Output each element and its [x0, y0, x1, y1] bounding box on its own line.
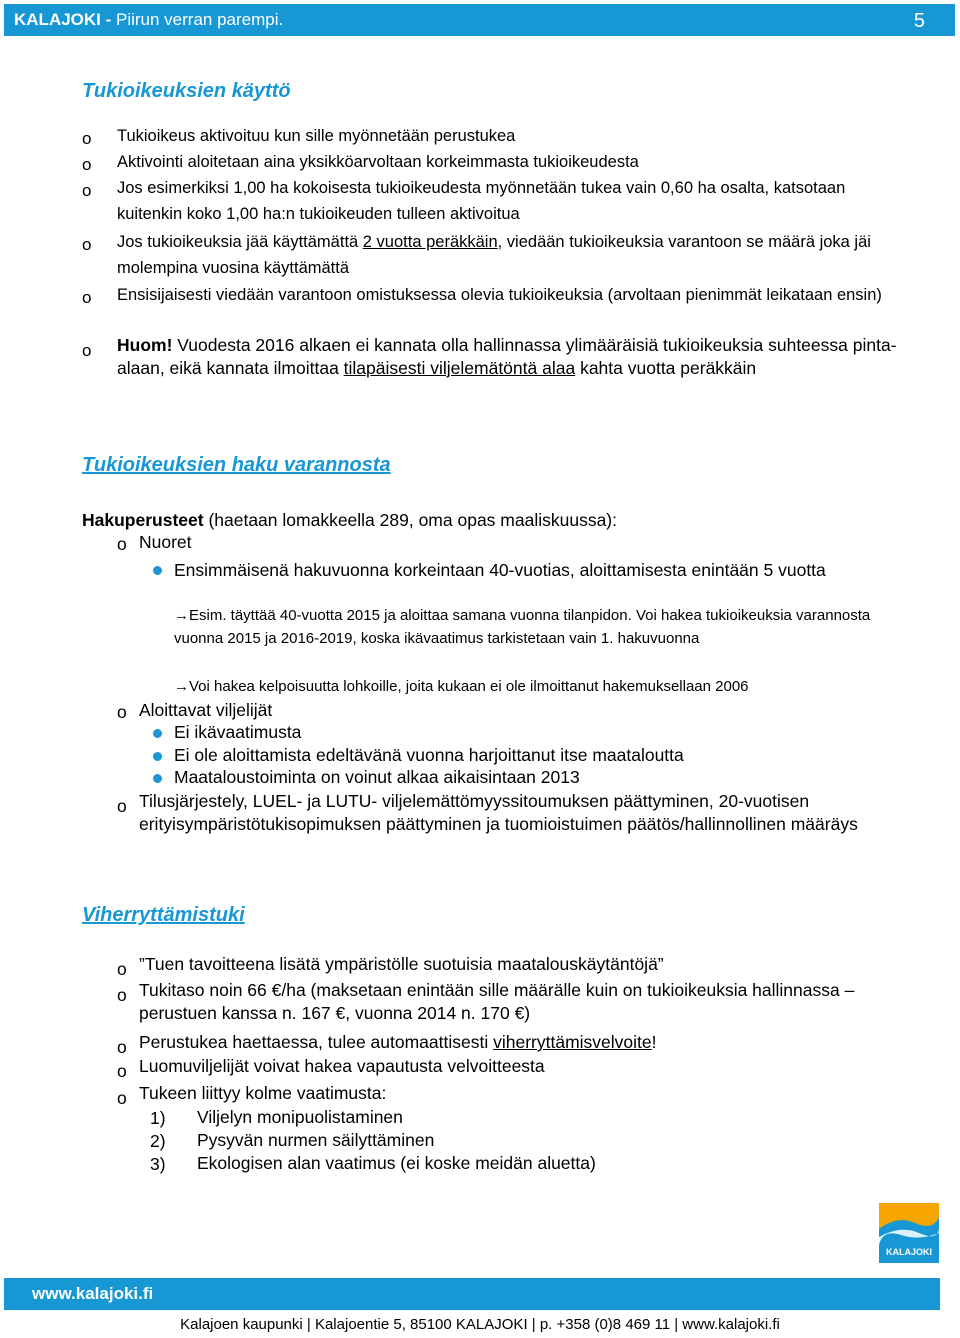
- huom-label: Huom!: [117, 335, 173, 355]
- heading-text: Tukioikeuksien haku varannosta: [82, 454, 391, 476]
- footer-bar: [4, 1278, 940, 1310]
- arrow-icon: →: [174, 607, 189, 624]
- bullet-dot: [153, 752, 162, 761]
- bullet-marker: o: [82, 288, 92, 307]
- bullet-marker: o: [117, 796, 127, 816]
- underlined-text: 2 vuotta peräkkäin: [362, 233, 498, 251]
- bullet-marker: o: [117, 985, 127, 1005]
- bullet-marker: o: [117, 534, 127, 554]
- note-text: Esim. täyttää 40-vuotta 2015 ja aloittaa samana vuonna tilanpidon. Voi hakea tukioikeuksia varannosta vuonna 2015 ja 2016-2019, koska ikävaatimus tarkistetaan vain 1. hakuvuonna: [174, 607, 871, 647]
- footer-website: www.kalajoki.fi: [32, 1284, 154, 1303]
- bullet-marker: o: [82, 181, 92, 200]
- list-item: Ensimmäisenä hakuvuonna korkeintaan 40-vuotias, aloittamisesta enintään 5 vuotta: [174, 560, 826, 580]
- group-label-nuoret: Nuoret: [139, 532, 192, 552]
- list-item: Maataloustoiminta on voinut alkaa aikaisintaan 2013: [174, 767, 580, 787]
- arrow-icon: →: [174, 678, 189, 695]
- kalajoki-logo: [879, 1203, 939, 1263]
- header-brand: [14, 10, 283, 30]
- logo-text: KALAJOKI: [885, 1247, 933, 1257]
- list-item: ”Tuen tavoitteena lisätä ympäristölle suotuisia maatalouskäytäntöjä”: [139, 954, 664, 974]
- list-item: Tukitaso noin 66 €/ha (maksetaan enintään sille määrälle kuin on tukioikeuksia hallinnassa – perustuen kanssa n. 167 €, vuonna 2014 n. 170 €): [139, 980, 855, 1023]
- section-heading-tukioikeuksien-kaytto: Tukioikeuksien käyttö: [82, 80, 291, 102]
- requirement-item: Pysyvän nurmen säilyttäminen: [197, 1130, 435, 1150]
- bullet-marker: o: [117, 1037, 127, 1057]
- text-run: Vuodesta 2016 alkaen ei kannata olla hallinnassa ylimääräisiä tukioikeuksia suhteessa pinta-alaan, eikä kannata ilmoittaa: [117, 335, 897, 378]
- bullet-marker: o: [82, 341, 92, 360]
- bullet-marker: o: [82, 129, 92, 148]
- list-item: Tukioikeus aktivoituu kun sille myönnetään perustukea: [117, 127, 516, 145]
- bullet-marker: o: [117, 702, 127, 722]
- bullet-dot: [153, 566, 162, 575]
- note-text: Voi hakea kelpoisuutta lohkoille, joita kukaan ei ole ilmoittanut hakemuksellaan 2006: [189, 678, 749, 695]
- list-number: 3): [150, 1154, 166, 1174]
- section-heading-viherryttamistuki: [82, 904, 245, 927]
- header-bar: [4, 4, 955, 36]
- bullet-marker: o: [117, 959, 127, 979]
- bullet-marker: o: [82, 235, 92, 254]
- list-item: Tukeen liittyy kolme vaatimusta:: [139, 1083, 387, 1103]
- bullet-marker: o: [82, 155, 92, 174]
- text-run: , viedään tukioikeuksia varantoon se määrä joka jäi molempina vuosina käyttämättä: [117, 233, 871, 277]
- brand-slogan: Piirun verran parempi.: [116, 10, 284, 29]
- footer-contact-info: Kalajoen kaupunki | Kalajoentie 5, 85100 KALAJOKI | p. +358 (0)8 469 11 | www.kalajoki.fi: [180, 1316, 780, 1333]
- list-item: [117, 230, 907, 281]
- list-item: Ei ole aloittamista edeltävänä vuonna harjoittanut itse maataloutta: [174, 745, 684, 765]
- requirement-item: Ekologisen alan vaatimus (ei koske meidän aluetta): [197, 1153, 596, 1173]
- text-run: kahta vuotta peräkkäin: [575, 358, 757, 378]
- list-item: Jos esimerkiksi 1,00 ha kokoisesta tukioikeudesta myönnetään tukea vain 0,60 ha osalta, katsotaan kuitenkin koko 1,00 ha:n tukioikeuden tulleen aktivoitua: [117, 179, 846, 223]
- list-item: Tilusjärjestely, LUEL- ja LUTU- viljelemättömyyssitoumuksen päättyminen, 20-vuotisen erityisympäristötukisopimuksen päättyminen ja tuomioistuimen päätös/hallinnollinen määräys: [139, 791, 858, 834]
- list-number: 2): [150, 1131, 166, 1151]
- underlined-text: viherryttämisvelvoite: [493, 1032, 652, 1052]
- bullet-dot: [153, 729, 162, 738]
- list-item: [139, 1031, 899, 1054]
- text-run: (haetaan lomakkeella 289, oma opas maaliskuussa):: [203, 510, 617, 530]
- note-paragraph: [174, 675, 914, 698]
- brand-name: KALAJOKI -: [14, 10, 116, 29]
- heading-text: Viherryttämistuki: [82, 904, 245, 926]
- criteria-label: Hakuperusteet: [82, 510, 204, 530]
- bullet-marker: o: [117, 1088, 127, 1108]
- section-heading-tukioikeuksien-haku: [82, 454, 391, 477]
- bullet-marker: o: [117, 1061, 127, 1081]
- text-run: Perustukea haettaessa, tulee automaattisesti: [139, 1032, 494, 1052]
- text-run: !: [651, 1032, 657, 1052]
- list-item: Ei ikävaatimusta: [174, 722, 302, 742]
- group-label-aloittavat: Aloittavat viljelijät: [139, 700, 273, 720]
- list-item: [117, 334, 907, 380]
- requirement-item: Viljelyn monipuolistaminen: [197, 1107, 403, 1127]
- list-number: 1): [150, 1108, 166, 1128]
- list-item: Luomuviljelijät voivat hakea vapautusta velvoitteesta: [139, 1056, 545, 1076]
- note-paragraph: [174, 604, 914, 650]
- list-item: Aktivointi aloitetaan aina yksikköarvoltaan korkeimmasta tukioikeudesta: [117, 153, 639, 171]
- underlined-text: tilapäisesti viljelemätöntä alaa: [343, 358, 576, 378]
- list-item: Ensisijaisesti viedään varantoon omistuksessa olevia tukioikeuksia (arvoltaan pienimmät leikataan ensin): [117, 286, 882, 304]
- text-run: Jos tukioikeuksia jää käyttämättä: [117, 233, 363, 251]
- page-number: 5: [913, 10, 925, 32]
- bullet-dot: [153, 774, 162, 783]
